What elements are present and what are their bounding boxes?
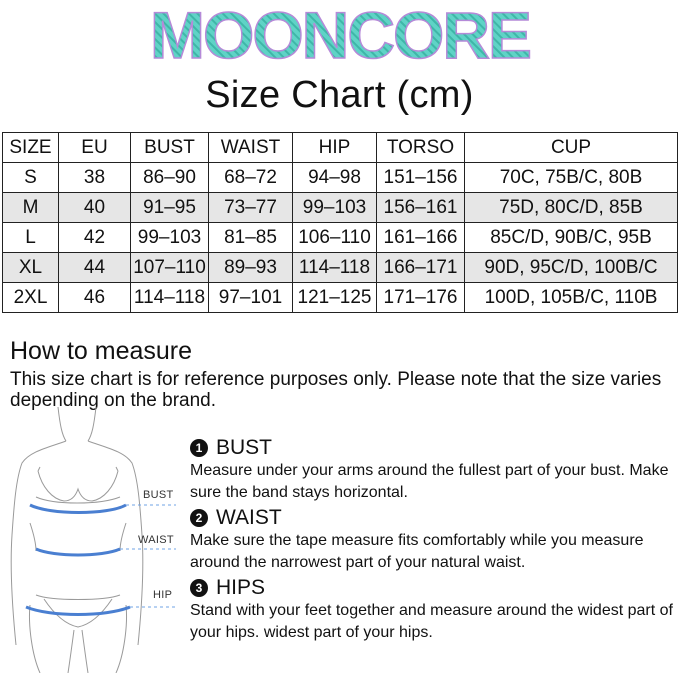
table-cell: L	[3, 223, 59, 253]
table-cell: 38	[59, 163, 131, 193]
table-cell: 40	[59, 193, 131, 223]
table-cell: 114–118	[293, 253, 377, 283]
table-cell: 70C, 75B/C, 80B	[465, 163, 678, 193]
figure-label-hip: HIP	[153, 589, 173, 601]
page-title: Size Chart (cm)	[205, 74, 474, 116]
table-cell: 161–166	[377, 223, 465, 253]
step-bust	[190, 436, 675, 504]
table-cell: 99–103	[131, 223, 209, 253]
col-header-cup: CUP	[465, 133, 678, 163]
table-cell: 42	[59, 223, 131, 253]
table-cell: 89–93	[209, 253, 293, 283]
step-heading-waist: WAIST	[216, 506, 282, 529]
figure-label-bust: BUST	[143, 489, 174, 501]
col-header-torso: TORSO	[377, 133, 465, 163]
table-cell: 44	[59, 253, 131, 283]
col-header-bust: BUST	[131, 133, 209, 163]
table-cell: 73–77	[209, 193, 293, 223]
col-header-waist: WAIST	[209, 133, 293, 163]
table-row	[3, 163, 678, 193]
table-cell: 156–161	[377, 193, 465, 223]
table-cell: 68–72	[209, 163, 293, 193]
table-cell: 99–103	[293, 193, 377, 223]
step-number-2: 2	[190, 509, 208, 527]
table-cell: 106–110	[293, 223, 377, 253]
step-number-3: 3	[190, 579, 208, 597]
table-row	[3, 223, 678, 253]
table-cell: 166–171	[377, 253, 465, 283]
table-cell: 46	[59, 283, 131, 313]
col-header-size: SIZE	[3, 133, 59, 163]
reference-note: This size chart is for reference purposes only. Please note that the size varies depending on the brand.	[10, 369, 662, 411]
col-header-eu: EU	[59, 133, 131, 163]
table-cell: 91–95	[131, 193, 209, 223]
table-cell: 151–156	[377, 163, 465, 193]
brand-logo	[0, 0, 679, 68]
table-cell: M	[3, 193, 59, 223]
table-cell: 171–176	[377, 283, 465, 313]
table-row	[3, 253, 678, 283]
table-cell: 75D, 80C/D, 85B	[465, 193, 678, 223]
table-row	[3, 283, 678, 313]
table-cell: 97–101	[209, 283, 293, 313]
step-number-1: 1	[190, 439, 208, 457]
step-text-bust: Measure under your arms around the fullest part of your bust. Make sure the band stays horizontal.	[190, 462, 669, 501]
table-cell: S	[3, 163, 59, 193]
table-cell: 107–110	[131, 253, 209, 283]
logo-text: MOONCORE	[149, 0, 530, 68]
body-figure	[0, 405, 190, 673]
table-cell: 121–125	[293, 283, 377, 313]
step-hips	[190, 576, 675, 644]
size-table	[2, 132, 678, 313]
table-cell: 81–85	[209, 223, 293, 253]
step-heading-bust: BUST	[216, 436, 273, 459]
table-row	[3, 193, 678, 223]
step-waist	[190, 506, 675, 574]
table-cell: 100D, 105B/C, 110B	[465, 283, 678, 313]
step-heading-hips: HIPS	[216, 576, 266, 599]
table-cell: 85C/D, 90B/C, 95B	[465, 223, 678, 253]
table-cell: XL	[3, 253, 59, 283]
table-header-row	[3, 133, 678, 163]
table-cell: 114–118	[131, 283, 209, 313]
how-to-measure-heading: How to measure	[10, 337, 193, 365]
table-cell: 90D, 95C/D, 100B/C	[465, 253, 678, 283]
table-cell: 94–98	[293, 163, 377, 193]
step-text-hips: Stand with your feet together and measure around the widest part of your hips. widest part of your hips.	[190, 602, 673, 641]
col-header-hip: HIP	[293, 133, 377, 163]
logo-graphic	[140, 0, 540, 68]
tape-lines	[26, 505, 130, 615]
step-text-waist: Make sure the tape measure fits comfortably while you measure around the narrowest part of your natural waist.	[190, 532, 644, 571]
table-cell: 86–90	[131, 163, 209, 193]
figure-label-waist: WAIST	[138, 534, 174, 546]
table-cell: 2XL	[3, 283, 59, 313]
